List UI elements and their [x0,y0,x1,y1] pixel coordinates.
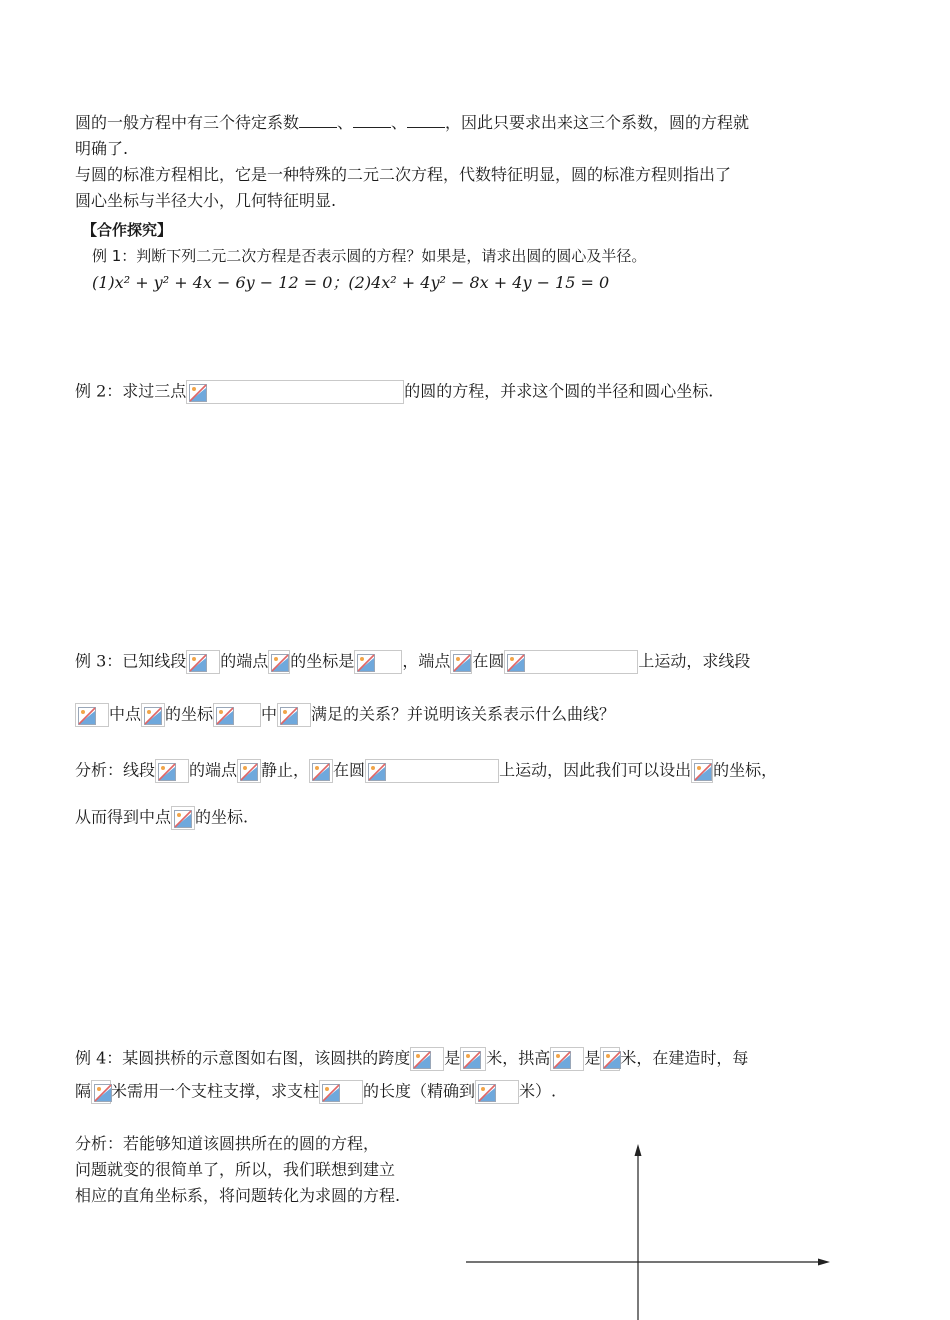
text: 米需用一个支柱支撑，求支柱 [111,1081,320,1101]
example-3-analysis-line-1 [75,759,777,783]
text: 上运动，因此我们可以设出 [499,760,692,780]
formula-image-placeholder [171,806,195,830]
blank-1 [299,113,337,128]
formula-image-placeholder [237,759,261,783]
formula-image-placeholder [410,1047,444,1071]
formula-image-placeholder [600,1047,620,1071]
formula-image-placeholder [475,1080,519,1104]
x-axis-arrow [818,1259,830,1266]
intro-line-1 [75,112,749,134]
formula-image-placeholder [319,1080,363,1104]
coordinate-axes [460,1130,840,1320]
text: 中 [261,704,278,724]
separator: 、 [337,113,354,132]
formula-image-placeholder [504,650,638,674]
example-3-line-1 [75,650,750,674]
separator: 、 [391,113,408,132]
text: 在圆 [472,651,505,671]
text: 是 [444,1048,461,1068]
text: 是 [584,1048,601,1068]
text: 静止， [261,760,310,780]
y-axis-arrow [635,1144,642,1156]
text: 满足的关系？并说明该关系表示什么曲线？ [311,704,616,724]
blank-3 [407,113,445,128]
text: 分析：线段 [75,760,156,780]
text: 的端点 [220,651,269,671]
formula-image-placeholder [268,650,290,674]
intro-line-2: 明确了. [75,139,129,158]
example-4-line-1 [75,1047,748,1071]
text: 例 4：某圆拱桥的示意图如右图，该圆拱的跨度 [75,1048,411,1068]
text: 隔 [75,1081,92,1101]
example-4-line-2 [75,1080,556,1104]
formula-image-placeholder [213,703,261,727]
example-1-equations: (1)x² + y² + 4x − 6y − 12 = 0；(2)4x² + 4y² − 8x + 4y − 15 = 0 [92,273,610,292]
text: 例 3：已知线段 [75,651,187,671]
formula-image-placeholder [550,1047,584,1071]
text: 上运动，求线段 [638,651,751,671]
example-2-text: 的圆的方程，并求这个圆的半径和圆心坐标. [404,381,714,401]
blank-2 [353,113,391,128]
example-4-analysis-line-3: 相应的直角坐标系，将问题转化为求圆的方程. [75,1186,401,1205]
formula-image-placeholder [691,759,713,783]
intro-line-3: 与圆的标准方程相比，它是一种特殊的二元二次方程，代数特征明显，圆的标准方程则指出了 [75,165,732,184]
intro-line-4: 圆心坐标与半径大小，几何特征明显. [75,191,337,210]
text: 的坐标， [713,760,778,780]
text: 米，拱高 [486,1048,551,1068]
text: ，端点 [402,651,451,671]
formula-image-placeholder [155,759,189,783]
formula-image-placeholder [450,650,472,674]
example-2 [75,380,713,404]
example-3-analysis-line-2 [75,806,248,830]
text: 的端点 [189,760,238,780]
intro-text: 圆的一般方程中有三个待定系数 [75,113,300,132]
text: 从而得到中点 [75,807,172,827]
formula-image-placeholder [365,759,499,783]
formula-image-placeholder [354,650,402,674]
text: 米，在建造时，每 [620,1048,749,1068]
section-title: 【合作探究】 [82,221,173,239]
example-1-text: 例 1：判断下列二元二次方程是否表示圆的方程？如果是，请求出圆的圆心及半径。 [92,247,647,265]
formula-image-placeholder [277,703,311,727]
text: 米）. [519,1081,557,1101]
formula-image-placeholder [75,703,109,727]
formula-image-placeholder [186,650,220,674]
formula-image-placeholder [460,1047,486,1071]
formula-image-placeholder [309,759,333,783]
example-4-analysis-line-1: 分析：若能够知道该圆拱所在的圆的方程， [75,1134,380,1153]
formula-image-placeholder [141,703,165,727]
formula-image-placeholder [186,380,404,404]
text: 中点 [109,704,142,724]
example-3-line-2 [75,703,615,727]
formula-image-placeholder [91,1080,111,1104]
text: 的长度（精确到 [363,1081,476,1101]
example-4-analysis-line-2: 问题就变的很简单了，所以，我们联想到建立 [75,1160,396,1179]
text: 的坐标. [195,807,249,827]
text: 的坐标 [165,704,214,724]
intro-text: ，因此只要求出来这三个系数，圆的方程就 [445,113,750,132]
text: 的坐标是 [290,651,355,671]
example-2-label: 例 2：求过三点 [75,381,187,401]
text: 在圆 [333,760,366,780]
